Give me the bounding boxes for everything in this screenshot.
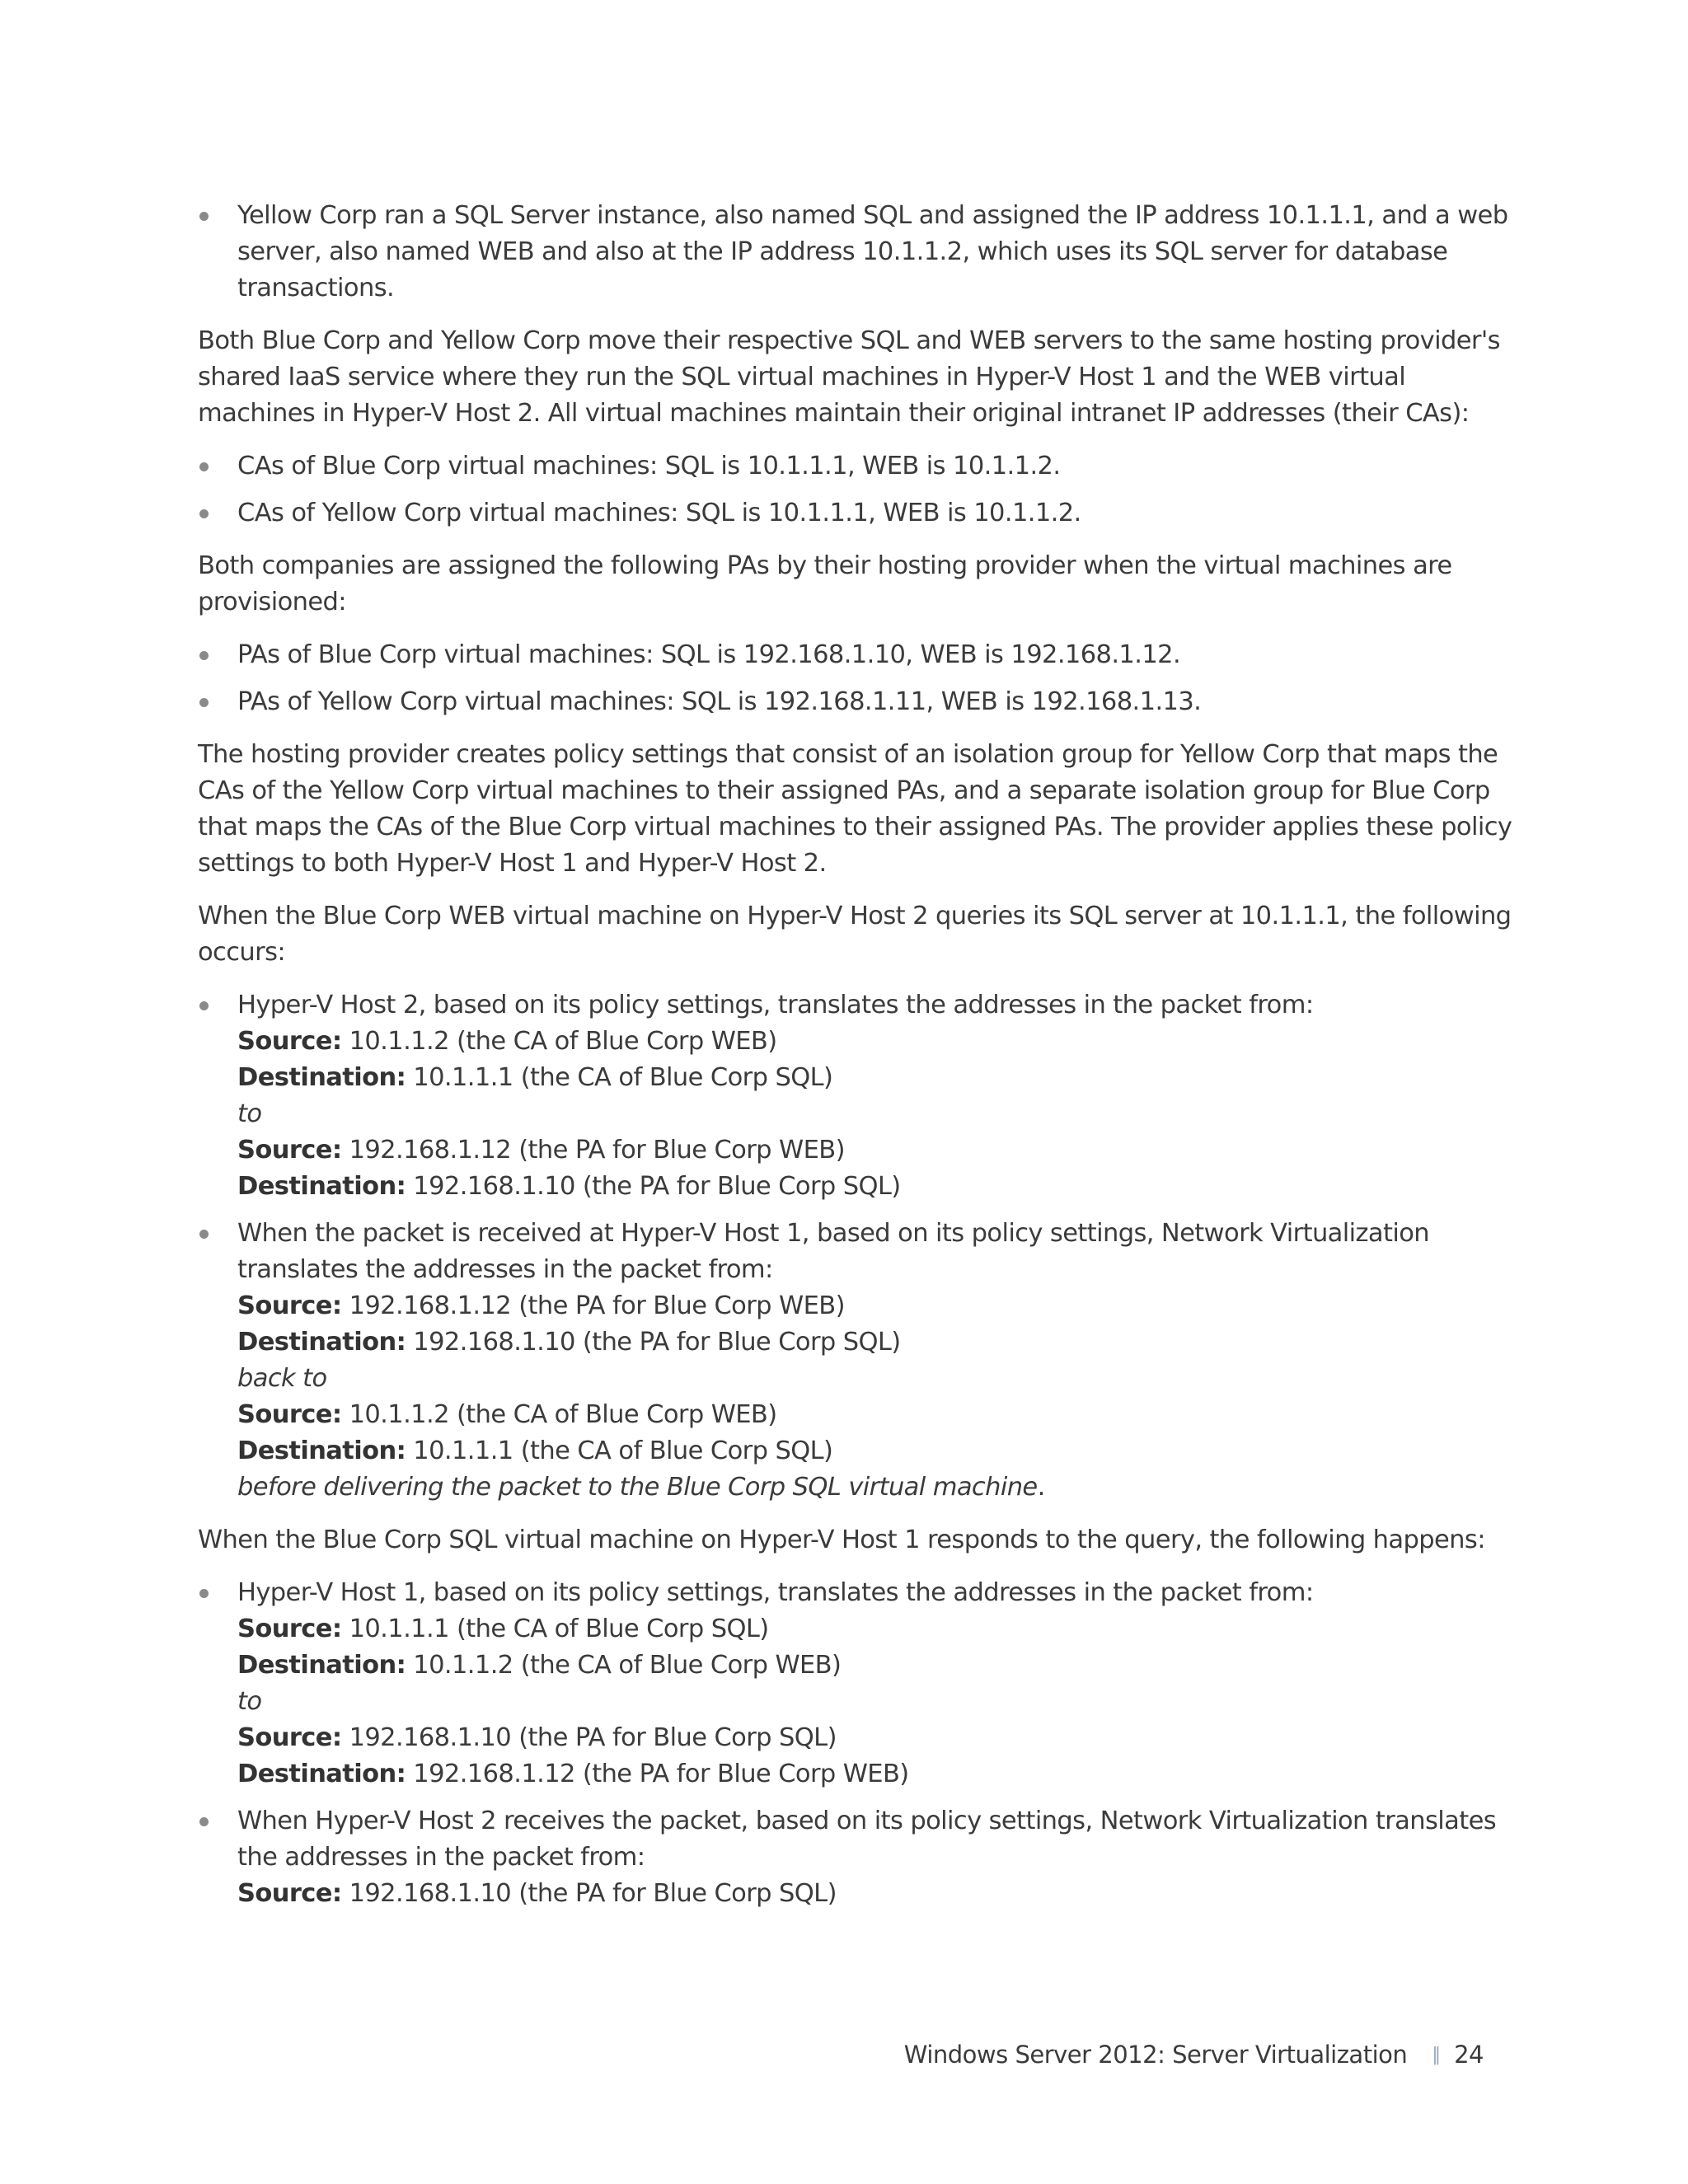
bullet-icon [199, 1817, 209, 1826]
joiner-text: to [237, 1687, 262, 1716]
step-intro: Hyper-V Host 2, based on its policy settings, translates the addresses in the packet from: [237, 991, 1314, 1019]
joiner-text: back to [237, 1364, 327, 1393]
source-line: Source: 10.1.1.2 (the CA of Blue Corp WEB) [237, 1027, 777, 1056]
list-item: CAs of Yellow Corp virtual machines: SQL is 10.1.1.1, WEB is 10.1.1.2. [198, 495, 1517, 532]
paragraph-move: Both Blue Corp and Yellow Corp move their respective SQL and WEB servers to the same hosting provider's shared IaaS service where they run the SQL virtual machines in Hyper-V Host 1 and the WEB virtual machines in Hyper-V Host 2. All virtual machines maintain their original intranet IP addresses (their CAs): [198, 326, 1500, 428]
closing-line: before delivering the packet to the Blue Corp SQL virtual machine. [237, 1473, 1045, 1502]
bullet-icon [199, 698, 209, 707]
page-number: 24 [1454, 2041, 1484, 2069]
source-line: Source: 192.168.1.12 (the PA for Blue Corp WEB) [237, 1291, 845, 1320]
destination-line: Destination: 192.168.1.10 (the PA for Blue Corp SQL) [237, 1328, 901, 1357]
destination-line: Destination: 192.168.1.12 (the PA for Blue Corp WEB) [237, 1760, 909, 1788]
bullet-icon [199, 651, 209, 660]
bullet-list-pas [198, 637, 1517, 720]
bullet-icon [199, 462, 209, 471]
bullet-icon [199, 1589, 209, 1598]
step-intro: When Hyper-V Host 2 receives the packet, based on its policy settings, Network Virtualization translates the addresses in the packet from: [237, 1807, 1497, 1872]
bullet-icon [199, 1230, 209, 1239]
step-intro: Hyper-V Host 1, based on its policy settings, translates the addresses in the packet from: [237, 1578, 1314, 1607]
list-item [198, 1803, 1517, 1912]
bullet-list-query-steps [198, 987, 1517, 1506]
bullet-list-top [198, 198, 1517, 307]
bullet-icon [199, 1001, 209, 1010]
list-item [198, 987, 1517, 1205]
joiner-text: to [237, 1099, 262, 1128]
list-item [198, 1575, 1517, 1793]
bullet-icon [199, 212, 209, 221]
list-item: PAs of Blue Corp virtual machines: SQL is 192.168.1.10, WEB is 192.168.1.12. [198, 637, 1517, 673]
footer-title: Windows Server 2012: Server Virtualization [903, 2041, 1408, 2069]
list-item [198, 1216, 1517, 1506]
bullet-list-cas [198, 448, 1517, 532]
page-footer [824, 2041, 1484, 2069]
source-line: Source: 192.168.1.12 (the PA for Blue Corp WEB) [237, 1136, 845, 1165]
list-item: CAs of Blue Corp virtual machines: SQL is 10.1.1.1, WEB is 10.1.1.2. [198, 448, 1517, 485]
destination-line: Destination: 192.168.1.10 (the PA for Blue Corp SQL) [237, 1172, 901, 1201]
source-line: Source: 10.1.1.1 (the CA of Blue Corp SQL) [237, 1615, 769, 1643]
destination-line: Destination: 10.1.1.2 (the CA of Blue Corp WEB) [237, 1651, 842, 1680]
list-item: Yellow Corp ran a SQL Server instance, also named SQL and assigned the IP address 10.1.1.1, and a web server, also named WEB and also at the IP address 10.1.1.2, which uses its SQL server for database transactions. [198, 198, 1517, 307]
page-body [198, 198, 1517, 1929]
destination-line: Destination: 10.1.1.1 (the CA of Blue Corp SQL) [237, 1436, 833, 1465]
paragraph-pas: Both companies are assigned the following PAs by their hosting provider when the virtual machines are provisioned: [198, 551, 1452, 616]
bullet-list-response-steps [198, 1575, 1517, 1912]
destination-line: Destination: 10.1.1.1 (the CA of Blue Corp SQL) [237, 1063, 833, 1092]
source-line: Source: 192.168.1.10 (the PA for Blue Corp SQL) [237, 1879, 837, 1908]
paragraph-policy: The hosting provider creates policy settings that consist of an isolation group for Yellow Corp that maps the CAs of the Yellow Corp virtual machines to their assigned PAs, and a separate isolation group for Blue Corp that maps the CAs of the Blue Corp virtual machines to their assigned PAs. The provider applies these policy settings to both Hyper-V Host 1 and Hyper-V Host 2. [198, 740, 1512, 878]
bullet-icon [199, 509, 209, 518]
paragraph-query: When the Blue Corp WEB virtual machine on Hyper-V Host 2 queries its SQL server at 10.1.1.1, the following occurs: [198, 902, 1512, 967]
paragraph-response: When the Blue Corp SQL virtual machine on Hyper-V Host 1 responds to the query, the following happens: [198, 1526, 1485, 1554]
list-item: PAs of Yellow Corp virtual machines: SQL is 192.168.1.11, WEB is 192.168.1.13. [198, 684, 1517, 720]
source-line: Source: 10.1.1.2 (the CA of Blue Corp WEB) [237, 1400, 777, 1429]
source-line: Source: 192.168.1.10 (the PA for Blue Corp SQL) [237, 1723, 837, 1752]
step-intro: When the packet is received at Hyper-V Host 1, based on its policy settings, Network Virtualization translates the addresses in the packet from: [237, 1219, 1430, 1284]
footer-separator: || [1432, 2045, 1438, 2065]
